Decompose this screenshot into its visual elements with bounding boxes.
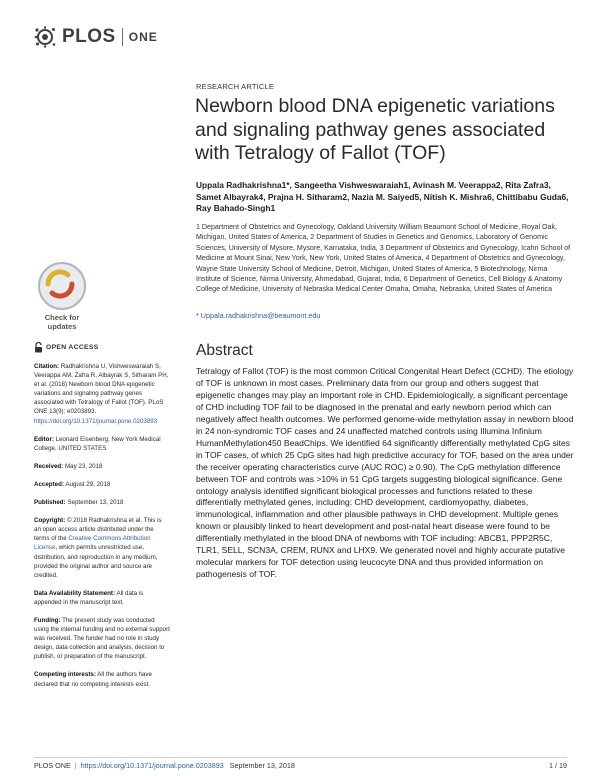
author-list-text: Uppala Radhakrishna1*, Sangeetha Vishweswaraiah1, Avinash M. Veerappa2, Rita Zafra3, Samet Albayrak4, Prajna H. Sitharam2, Nazia M. Saiyed5, Nitish K. Mishra6, Chittibabu Guda6, Ray Bahado-Singh1 (196, 180, 569, 213)
logo-text: PLOS (62, 26, 116, 47)
open-access-badge (34, 342, 170, 353)
author-list (196, 180, 576, 215)
article-title: Newborn blood DNA epigenetic variations and signaling pathway genes associated with Tetralogy of Fallot (TOF) (195, 95, 555, 164)
check-for-updates-badge[interactable] (34, 262, 90, 340)
plos-logo-icon (34, 26, 60, 48)
check-for-updates-icon (38, 262, 86, 310)
published-date: Published: September 13, 2018 (34, 499, 124, 507)
citation: Citation: Radhakrishna U, Vishweswaraiah S, Veerappa AM, Zafra R, Albayrak S, Sitharam PH, et al. (2018) Newborn blood DNA epigenetic variations and signaling pathway genes associated with Tetralogy of Fallot (TOF). PLoS ONE 13(9): e0203893. https://doi.org/10.1371/journal.pone.0203893 (34, 363, 169, 425)
open-access-label: OPEN ACCESS (46, 343, 99, 351)
competing-interests: Competing interests: All the authors have declared that no competing interests exist. (34, 671, 152, 688)
received-date: Received: May 23, 2018 (34, 462, 103, 470)
open-lock-icon (34, 342, 43, 353)
article-info-sidebar (34, 342, 170, 698)
funding: Funding: The present study was conducted using the internal funding and no external support was received. The funder had no role in study design, data collection and analysis, decision to publish, or preparation of the manuscript. (34, 616, 170, 661)
page-number: 1 / 19 (549, 761, 567, 770)
plos-logo[interactable] (34, 26, 158, 48)
copyright: Copyright: © 2018 Radhakrishna et al. This is an open access article distributed under the terms of the Creative Commons Attribution License, which permits unrestricted use, distribution, and reproduction in any medium, provided the original author and source are credited. (34, 517, 162, 579)
editor: Editor: Leonard Eisenberg, New York Medical College, UNITED STATES (34, 435, 161, 452)
footer-doi-link[interactable]: https://doi.org/10.1371/journal.pone.0203893 (80, 761, 224, 770)
corresponding-email[interactable]: * Uppala.radhakrishna@beaumont.edu (196, 311, 321, 320)
abstract-heading: Abstract (196, 342, 253, 359)
citation-doi-link[interactable]: https://doi.org/10.1371/journal.pone.0203893 (34, 417, 158, 425)
data-availability: Data Availability Statement: All data is appended in the manuscript text. (34, 589, 144, 606)
footer-date: September 13, 2018 (229, 761, 295, 770)
accepted-date: Accepted: August 29, 2018 (34, 480, 111, 488)
affiliations: 1 Department of Obstetrics and Gynecology, Oakland University William Beaumont School of Medicine, Royal Oak, Michigan, United States of America, 2 Department of Studies in Genetics and Genomics, Laboratory of Genomic Sciences, University of Mysore, Mysore, Karnataka, India, 3 Department of Obstetrics and Gynecology, Icahn School of Medicine at Mount Sinai, New York, New York, United States of America, 4 Department of Obstetrics and Gynecology, Wayne State University School of Medicine, Detroit, Michigan, United States of America, 5 Biotechnology, Nirma Institute of Science, Nirma University, Ahmedabad, Gujarat, India, 6 Department of Genetics, Cell Biology & Anatomy College of Medicine, University of Nebraska Medical Center Omaha, Omaha, Nebraska, United States of America (196, 223, 571, 294)
footer-divider (34, 757, 567, 758)
email-link[interactable]: Uppala.radhakrishna@beaumont.edu (200, 311, 321, 320)
license-link[interactable]: Creative Commons Attribution License (34, 535, 151, 552)
logo-divider (122, 28, 123, 46)
journal-name: ONE (128, 30, 158, 44)
article-type: RESEARCH ARTICLE (196, 82, 275, 91)
check-for-updates-label: Check for updates (44, 313, 80, 331)
page-footer: PLOS ONE | https://doi.org/10.1371/journal.pone.0203893 September 13, 2018 1 / 19 (34, 761, 567, 770)
footer-journal: PLOS ONE (34, 761, 71, 770)
abstract-text: Tetralogy of Fallot (TOF) is the most common Critical Congenital Heart Defect (CCHD). The etiology of TOF is unknown in most cases. Preliminary data from our group and others suggest that epigenetic changes may play an important role in CHD. Epidemiologically, a significant percentage of CHD including TOF fail to be diagnosed in the prenatal and early newborn period which can negatively affect health outcomes. We performed genome-wide methylation assay in newborn blood in 24 non-syndromic TOF cases and 24 unaffected matched controls using Illumina Infinium HumanMethylation450 BeadChips. We identified 64 significantly differentially methylated CpG sites in TOF cases, of which 25 CpG sites had high predictive accuracy for TOF, based on the area under the receiver operating characteristics curve (AUC ROC) ≥ 0.90). The CpG methylation difference between TOF and controls was >10% in 51 CpG targets suggesting biological significance. Gene ontology analysis identified significant biological processes and functions related to these differentially methylated genes, including: CHD development, cardiomyopathy, diabetes, immunological, inflammation and other plausible pathways in CHD development. Multiple genes known or plausibly linked to heart development and post-natal heart disease were found to be differentially methylated in the blood DNA of newborns with TOF including: ABCB1, PPP2R5C, TLR1, SELL, SCN3A, CREM, RUNX and LHX9. We generated novel and highly accurate putative molecular markers for TOF detection using leucocyte DNA and thus provided information on pathogenesis of TOF. (196, 366, 574, 580)
